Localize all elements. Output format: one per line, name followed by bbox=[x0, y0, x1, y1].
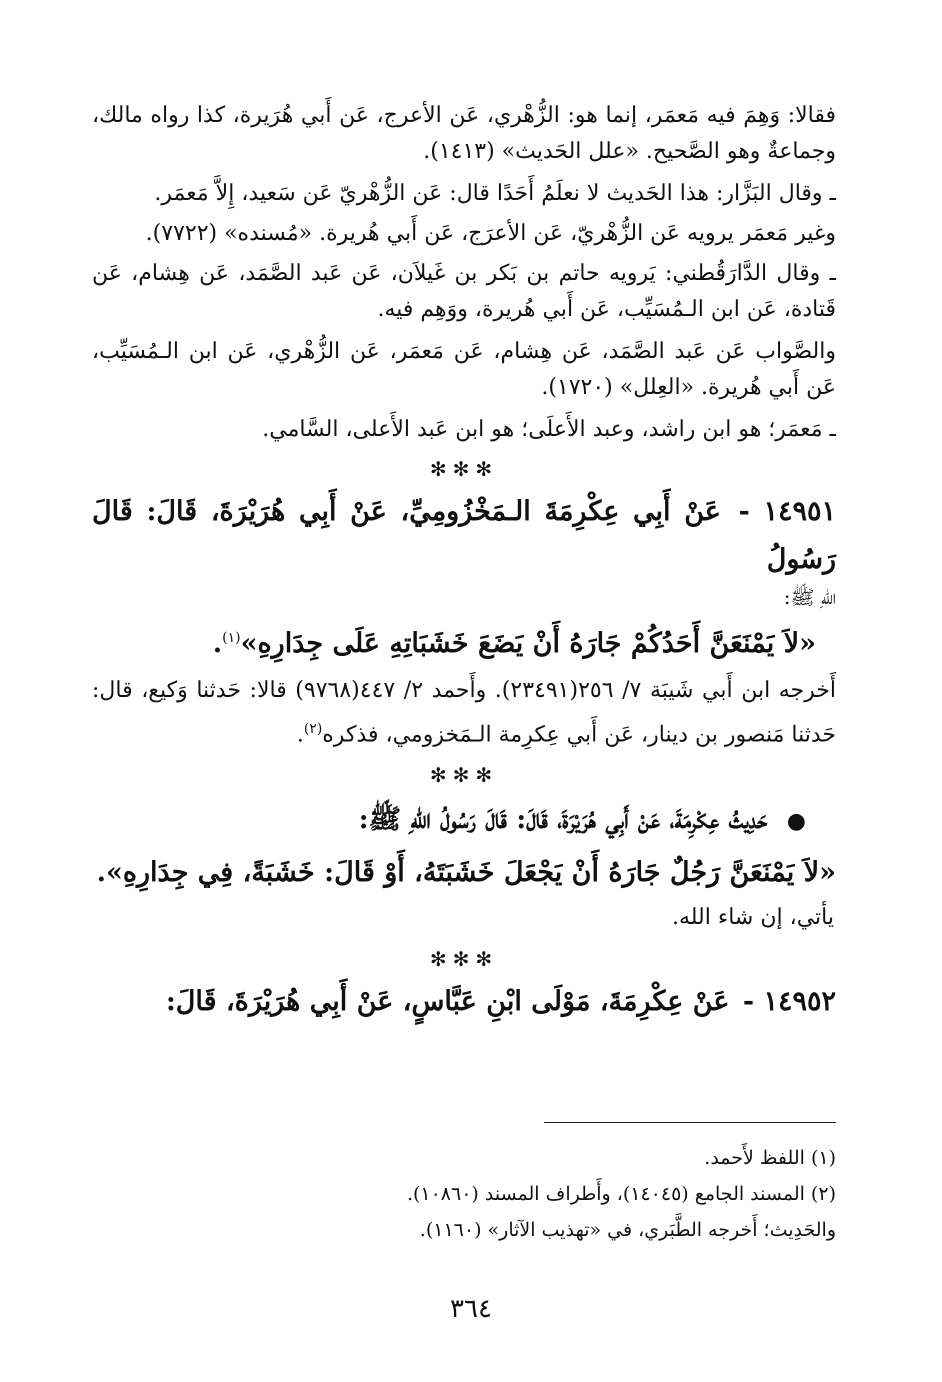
section-separator: ✻✻✻ bbox=[429, 457, 499, 481]
page-number: ٣٦٤ bbox=[450, 1294, 492, 1324]
commentary-paragraph-5: والصَّواب عَن عَبد الصَّمَد، عَن هِشام، عَن مَعمَر، عَن الزُّهْري، عَن ابن الـمُسَيِّب، عَن أَبي هُريرة. «العِلل» (١٧٢٠). bbox=[92, 339, 836, 400]
hadith-isnad: عَنْ أَبِي عِكْرِمَةَ الـمَخْزُومِيِّ، عَنْ أَبِي هُرَيْرَةَ، قَالَ: قَالَ رَسُولُ bbox=[92, 496, 836, 575]
commentary-paragraph-6: ـ مَعمَر؛ هو ابن راشد، وعبد الأَعلَى؛ هو ابن عَبد الأَعلى، السَّامي. bbox=[262, 417, 836, 442]
footnote-2-continued: والحَدِيث؛ أَخرجه الطَّبَري، في «تهذيب الآثار» (١١٦٠). bbox=[419, 1219, 836, 1241]
hadith-isnad: عَنْ عِكْرِمَةَ، مَوْلَى ابْنِ عَبَّاسٍ، عَنْ أَبِي هُرَيْرَةَ، قَالَ: bbox=[165, 986, 730, 1018]
hadith-14951-takhrij bbox=[92, 672, 836, 754]
hadith-isnad-tail: اللهِ ﷺ: bbox=[783, 585, 836, 609]
hadith-14952-heading bbox=[92, 978, 836, 1026]
hadith-ikrima-note: يأتي، إن شاء الله. bbox=[671, 905, 834, 931]
commentary-paragraph-4: ـ وقال الدَّارَقُطني: يَرويه حاتم بن بَكر بن غَيلاَن، عَن عَبد الصَّمَد، عَن هِشام، عَن قَتادة، عَن ابن الـمُسَيِّب، عَن أَبي هُريرة، ووَهِم فيه. bbox=[92, 261, 836, 322]
footnote-ref-1: (١) bbox=[222, 630, 241, 646]
matn-end: . bbox=[212, 628, 223, 659]
footnote-divider bbox=[544, 1122, 836, 1123]
commentary-paragraph-1: فقالا: وَهِمَ فيه مَعمَر، إنما هو: الزُّهْري، عَن الأعرج، عَن أَبي هُرَيرة، كذا رواه مالك، وجماعةٌ وهو الصَّحيح. «علل الحَديث» (١٤١٣). bbox=[92, 103, 836, 164]
hadith-14951-heading bbox=[92, 488, 836, 584]
bullet-icon: ● bbox=[786, 809, 806, 835]
section-separator: ✻✻✻ bbox=[429, 947, 499, 972]
matn-text: «لاَ يَمْنَعَنَّ أَحَدُكُمْ جَارَهُ أَنْ يَضَعَ خَشَبَاتِهِ عَلَى جِدَارِهِ» bbox=[240, 628, 816, 659]
section-separator: ✻✻✻ bbox=[429, 763, 499, 788]
hadith-ikrima-isnad: حَدِيثُ عِكْرِمَةَ، عَنْ أَبِي هُرَيْرَةَ، قَالَ: قَالَ رَسُولُ اللهِ ﷺ: bbox=[358, 804, 768, 836]
hadith-ikrima-isnad-line bbox=[92, 794, 836, 848]
commentary-paragraph-3: وغير مَعمَر يرويه عَن الزُّهْريّ، عَن الأعرَج، عَن أَبي هُريرة. «مُسنده» (٧٧٢٢). bbox=[145, 221, 836, 246]
footnotes bbox=[92, 1140, 836, 1248]
footnote-2: (٢) المسند الجامع (١٤٠٤٥)، وأَطراف المسند (١٠٨٦٠). bbox=[406, 1183, 836, 1205]
commentary-paragraph-2: ـ وقال البَزَّار: هذا الحَديث لا نعلَمُ أَحَدًا قال: عَن الزُّهْريّ عَن سَعيد، إِلاَّ مَعمَر. bbox=[154, 181, 836, 206]
footnote-1: (١) اللفظ لأَحمد. bbox=[704, 1147, 836, 1169]
footnote-ref-2: (٢) bbox=[303, 721, 323, 737]
takhrij-text: أَخرجه ابن أَبي شَيبَة ٧/ ٢٥٦(٢٣٤٩١). وأَحمد ٢/ ٤٤٧(٩٧٦٨) قالا: حَدثنا وَكيع، قال: حَدثنا مَنصور بن دينار، عَن أَبي عِكرِمة الـمَخزومي، فذكره bbox=[92, 678, 837, 748]
hadith-ikrima-matn: «لاَ يَمْنَعَنَّ رَجُلٌ جَارَهُ أَنْ يَجْعَلَ خَشَبَتَهُ، أَوْ قَالَ: خَشَبَةً، فِي جِدَارِهِ». bbox=[96, 857, 836, 889]
hadith-number: ١٤٩٥١ - bbox=[738, 496, 837, 527]
takhrij-end: . bbox=[296, 722, 304, 748]
hadith-14951-matn bbox=[92, 614, 836, 668]
hadith-number: ١٤٩٥٢ - bbox=[742, 986, 836, 1018]
